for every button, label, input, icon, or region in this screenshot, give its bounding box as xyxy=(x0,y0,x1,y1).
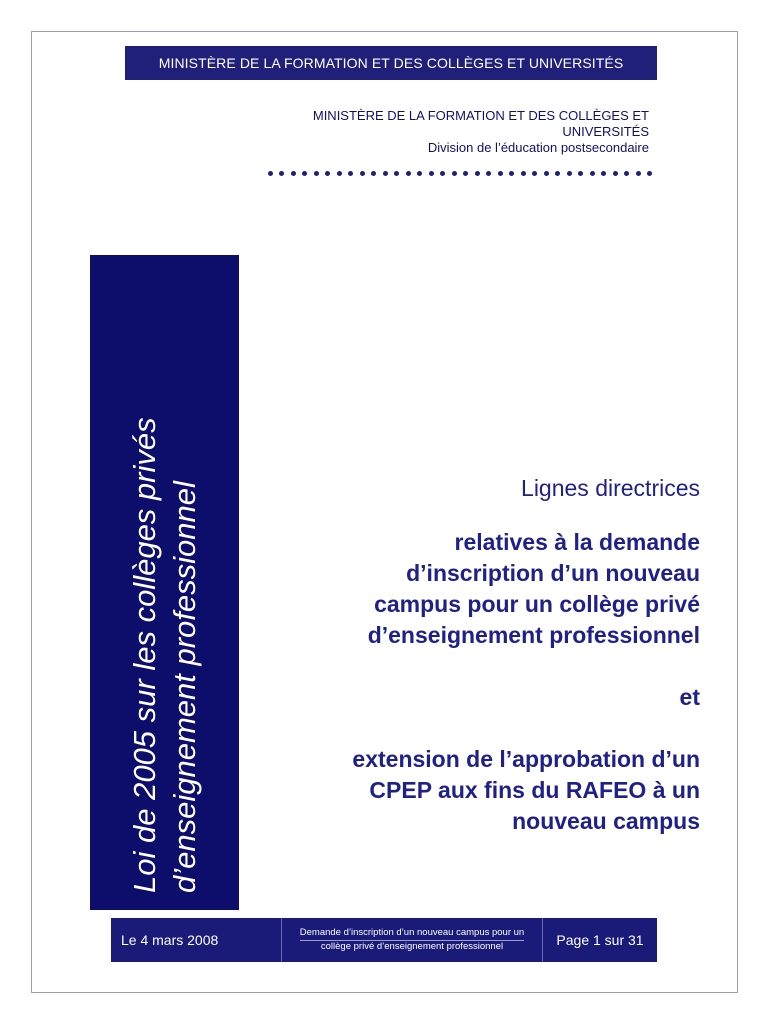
divider-dot xyxy=(302,171,307,176)
divider-dot xyxy=(613,171,618,176)
divider-dot xyxy=(521,171,526,176)
divider-dot xyxy=(383,171,388,176)
side-band xyxy=(90,255,239,910)
divider-dot xyxy=(325,171,330,176)
divider-dot xyxy=(406,171,411,176)
divider-dot xyxy=(279,171,284,176)
footer-date: Le 4 mars 2008 xyxy=(121,932,219,948)
divider-dot xyxy=(509,171,514,176)
side-band-line-2: d’enseignement professionnel xyxy=(166,480,202,893)
footer-title-line-1: Demande d’inscription d’un nouveau campus pour un xyxy=(300,927,524,941)
divider-dot xyxy=(348,171,353,176)
ministry-line-2: UNIVERSITÉS xyxy=(562,124,649,139)
divider-dot xyxy=(291,171,296,176)
footer-bar xyxy=(111,918,657,962)
division-name: Division de l’éducation postsecondaire xyxy=(427,140,649,155)
divider-dot xyxy=(578,171,583,176)
divider-dot xyxy=(360,171,365,176)
extension-line-2: CPEP aux fins du RAFEO à un xyxy=(369,777,700,803)
footer-title-line-2: collège privé d’enseignement professionnel xyxy=(320,941,504,952)
connector-word: et xyxy=(679,684,700,710)
subject-line-2: d’inscription d’un nouveau xyxy=(406,560,700,586)
dotted-divider xyxy=(268,168,652,178)
divider-dot xyxy=(440,171,445,176)
divider-dot xyxy=(475,171,480,176)
document-title-block xyxy=(280,475,700,837)
divider-dot xyxy=(394,171,399,176)
divider-dot xyxy=(498,171,503,176)
divider-dot xyxy=(555,171,560,176)
divider-dot xyxy=(429,171,434,176)
side-band-text xyxy=(125,273,205,893)
footer-title xyxy=(281,918,543,962)
divider-dot xyxy=(417,171,422,176)
extension-line-1: extension de l’approbation d’un xyxy=(352,746,700,772)
divider-dot xyxy=(268,171,273,176)
divider-dot xyxy=(337,171,342,176)
divider-dot xyxy=(647,171,652,176)
subject-line-1: relatives à la demande xyxy=(454,529,700,555)
subject-line-3: campus pour un collège privé xyxy=(374,591,700,617)
divider-dot xyxy=(314,171,319,176)
top-banner-text: MINISTÈRE DE LA FORMATION ET DES COLLÈGES ET UNIVERSITÉS xyxy=(158,55,624,71)
side-band-line-1: Loi de 2005 sur les collèges privés xyxy=(126,416,162,893)
divider-dot xyxy=(452,171,457,176)
divider-dot xyxy=(371,171,376,176)
footer-page-number: Page 1 sur 31 xyxy=(556,932,644,948)
divider-dot xyxy=(601,171,606,176)
subject-line-4: d’enseignement professionnel xyxy=(367,622,700,648)
extension-line-3: nouveau campus xyxy=(512,808,700,834)
divider-dot xyxy=(636,171,641,176)
divider-dot xyxy=(567,171,572,176)
divider-dot xyxy=(486,171,491,176)
divider-dot xyxy=(590,171,595,176)
divider-dot xyxy=(532,171,537,176)
divider-dot xyxy=(544,171,549,176)
ministry-line-1: MINISTÈRE DE LA FORMATION ET DES COLLÈGES ET xyxy=(312,108,649,123)
divider-dot xyxy=(624,171,629,176)
guidelines-heading: Lignes directrices xyxy=(521,475,700,501)
ministry-block xyxy=(269,108,649,156)
top-banner xyxy=(125,46,657,80)
divider-dot xyxy=(463,171,468,176)
